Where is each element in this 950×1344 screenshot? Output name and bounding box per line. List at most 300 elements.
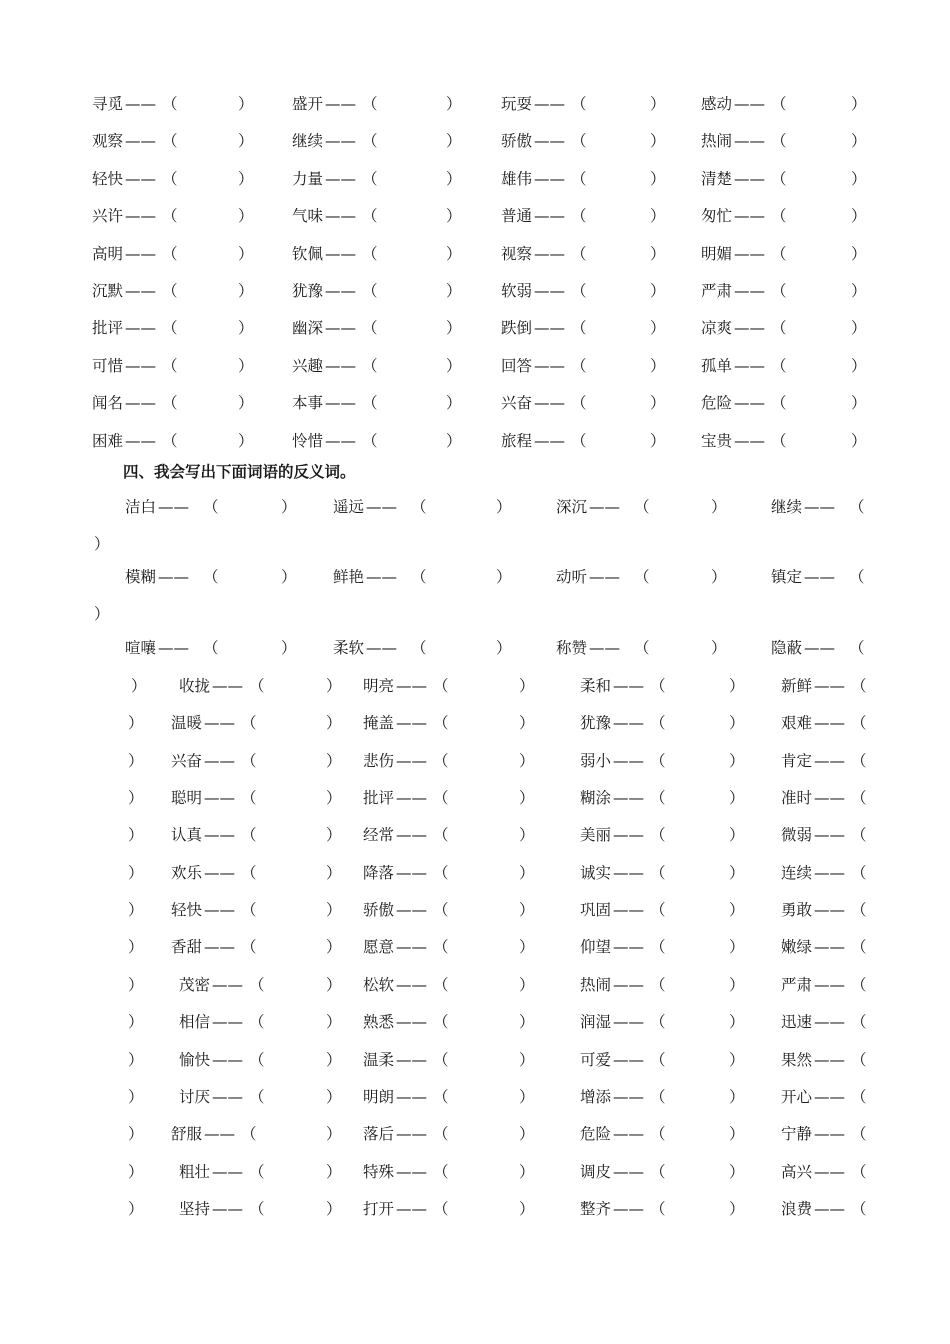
answer-blank-open: （ — [771, 95, 787, 113]
word-row — [0, 898, 950, 922]
answer-blank-close: ） — [238, 244, 254, 263]
word-label: 镇定 — [771, 568, 803, 586]
answer-blank-open: （ — [851, 826, 867, 845]
word-label: 相信 — [179, 1013, 211, 1032]
answer-blank-open: （ — [650, 975, 666, 994]
answer-blank-open: （ — [851, 901, 867, 920]
answer-blank-close: ） — [519, 938, 535, 957]
dash-mark: —— — [325, 394, 356, 413]
dash-mark: —— — [204, 826, 235, 845]
answer-blank-close: ） — [128, 826, 144, 845]
answer-blank-open: （ — [650, 826, 666, 845]
word-label: 观察 — [92, 132, 124, 151]
answer-blank-close: ） — [650, 169, 666, 188]
dash-mark: —— — [814, 1162, 845, 1181]
word-label: 可爱 — [580, 1050, 612, 1069]
answer-blank-close: ） — [128, 751, 144, 770]
answer-blank-open: （ — [650, 714, 666, 733]
dash-mark: —— — [804, 639, 835, 657]
dash-mark: —— — [814, 1050, 845, 1069]
answer-blank-open: （ — [571, 356, 587, 375]
answer-blank-open: （ — [162, 95, 178, 113]
answer-blank-open: （ — [634, 498, 650, 516]
answer-blank-close: ） — [446, 244, 462, 263]
word-label: 高明 — [92, 244, 124, 263]
answer-blank-open: （ — [851, 1162, 867, 1181]
word-label: 遥远 — [333, 498, 365, 516]
dash-mark: —— — [325, 319, 356, 338]
word-row — [0, 1010, 950, 1034]
word-label: 调皮 — [580, 1162, 612, 1181]
word-label: 仰望 — [580, 938, 612, 957]
answer-blank-open: （ — [571, 132, 587, 151]
word-label: 沉默 — [92, 282, 124, 300]
answer-blank-open: （ — [571, 169, 587, 188]
answer-blank-open: （ — [362, 356, 378, 375]
dash-mark: —— — [396, 1125, 427, 1144]
answer-blank-open: （ — [433, 938, 449, 957]
answer-blank-open: （ — [203, 568, 219, 586]
answer-blank-close: ） — [238, 95, 254, 113]
answer-blank-close: ） — [711, 568, 727, 586]
answer-blank-close: ） — [128, 1162, 144, 1181]
word-label: 回答 — [501, 356, 533, 375]
answer-blank-close: ） — [326, 789, 342, 808]
answer-blank-open: （ — [851, 1087, 867, 1106]
answer-blank-close: ） — [326, 826, 342, 845]
answer-blank-close: ） — [326, 677, 342, 695]
dash-mark: —— — [734, 319, 765, 338]
dash-mark: —— — [613, 751, 644, 770]
word-row — [0, 316, 950, 340]
answer-blank-open: （ — [650, 863, 666, 882]
dash-mark: —— — [212, 1162, 243, 1181]
answer-blank-open: （ — [411, 568, 427, 586]
dash-mark: —— — [212, 975, 243, 994]
dash-mark: —— — [804, 498, 835, 516]
answer-blank-close: ） — [128, 1199, 144, 1218]
answer-blank-open: （ — [411, 639, 427, 657]
answer-blank-close: ） — [238, 356, 254, 375]
dash-mark: —— — [396, 1162, 427, 1181]
answer-blank-open: （ — [433, 714, 449, 733]
dash-mark: —— — [734, 244, 765, 263]
answer-blank-close: ） — [519, 975, 535, 994]
dash-mark: —— — [814, 901, 845, 920]
answer-blank-close: ） — [851, 319, 867, 338]
dash-mark: —— — [734, 132, 765, 151]
section-four-heading: 四、我会写出下面词语的反义词。 — [123, 463, 356, 481]
word-label: 兴奋 — [171, 751, 203, 770]
answer-blank-close: ） — [519, 1013, 535, 1032]
answer-blank-open: （ — [433, 751, 449, 770]
word-label: 新鲜 — [781, 677, 813, 695]
answer-blank-open: （ — [433, 863, 449, 882]
dash-mark: —— — [212, 1199, 243, 1218]
dash-mark: —— — [396, 863, 427, 882]
dash-mark: —— — [613, 1162, 644, 1181]
dash-mark: —— — [534, 394, 565, 413]
answer-blank-close: ） — [496, 498, 512, 516]
answer-blank-close: ） — [131, 677, 147, 695]
answer-blank-open: （ — [241, 714, 257, 733]
word-row — [0, 354, 950, 378]
answer-blank-open: （ — [241, 863, 257, 882]
answer-blank-open: （ — [849, 568, 865, 586]
answer-blank-open: （ — [650, 901, 666, 920]
answer-blank-close: ） — [281, 639, 297, 657]
dash-mark: —— — [396, 938, 427, 957]
answer-blank-close: ） — [729, 901, 745, 920]
answer-blank-open: （ — [249, 975, 265, 994]
answer-blank-open: （ — [571, 95, 587, 113]
word-label: 兴许 — [92, 207, 124, 226]
answer-blank-close: ） — [446, 356, 462, 375]
word-label: 悲伤 — [363, 751, 395, 770]
word-row — [0, 1085, 950, 1109]
word-label: 讨厌 — [179, 1087, 211, 1106]
answer-blank-close: ） — [519, 826, 535, 845]
answer-blank-open: （ — [571, 431, 587, 450]
answer-blank-open: （ — [241, 751, 257, 770]
word-row — [0, 279, 950, 303]
answer-blank-close: ） — [326, 1125, 342, 1144]
answer-blank-open: （ — [241, 938, 257, 957]
answer-blank-close: ） — [128, 789, 144, 808]
answer-blank-open: （ — [650, 789, 666, 808]
answer-blank-close: ） — [851, 394, 867, 413]
word-label: 洁白 — [125, 498, 157, 516]
word-label: 柔和 — [580, 677, 612, 695]
answer-blank-close: ） — [519, 677, 535, 695]
dash-mark: —— — [814, 1013, 845, 1032]
dash-mark: —— — [534, 244, 565, 263]
word-label: 批评 — [363, 789, 395, 808]
word-label: 松软 — [363, 975, 395, 994]
answer-blank-close: ） — [650, 207, 666, 226]
word-row — [0, 711, 950, 735]
dash-mark: —— — [814, 938, 845, 957]
answer-blank-open: （ — [650, 1013, 666, 1032]
word-label: 果然 — [781, 1050, 813, 1069]
word-row — [0, 823, 950, 847]
answer-blank-open: （ — [249, 1162, 265, 1181]
dash-mark: —— — [734, 431, 765, 450]
answer-blank-open: （ — [362, 95, 378, 113]
word-label: 打开 — [363, 1199, 395, 1218]
word-label: 润湿 — [580, 1013, 612, 1032]
answer-blank-open: （ — [433, 901, 449, 920]
answer-blank-close: ） — [238, 319, 254, 338]
answer-blank-open: （ — [433, 789, 449, 808]
dash-mark: —— — [204, 1125, 235, 1144]
dash-mark: —— — [814, 1125, 845, 1144]
dash-mark: —— — [366, 498, 397, 516]
dash-mark: —— — [534, 169, 565, 188]
answer-blank-close: ） — [238, 132, 254, 151]
answer-blank-close: ） — [729, 975, 745, 994]
dash-mark: —— — [814, 751, 845, 770]
word-label: 熟悉 — [363, 1013, 395, 1032]
word-label: 温暖 — [171, 714, 203, 733]
word-label: 艰难 — [781, 714, 813, 733]
dash-mark: —— — [613, 901, 644, 920]
word-label: 热闹 — [701, 132, 733, 151]
answer-blank-open: （ — [771, 169, 787, 188]
answer-blank-open: （ — [433, 1199, 449, 1218]
word-label: 坚持 — [179, 1199, 211, 1218]
answer-blank-close: ） — [238, 207, 254, 226]
answer-blank-close: ） — [238, 431, 254, 450]
answer-blank-close: ） — [519, 1125, 535, 1144]
dash-mark: —— — [125, 394, 156, 413]
answer-blank-open: （ — [571, 319, 587, 338]
word-label: 柔软 — [333, 639, 365, 657]
dash-mark: —— — [589, 639, 620, 657]
word-label: 舒服 — [171, 1125, 203, 1144]
answer-blank-open: （ — [771, 132, 787, 151]
answer-blank-close: ） — [446, 132, 462, 151]
word-label: 模糊 — [125, 568, 157, 586]
word-label: 弱小 — [580, 751, 612, 770]
answer-blank-open: （ — [771, 319, 787, 338]
word-row — [0, 129, 950, 153]
answer-blank-close: ） — [851, 244, 867, 263]
answer-blank-close: ） — [128, 975, 144, 994]
answer-blank-close: ） — [851, 431, 867, 450]
word-label: 诚实 — [580, 863, 612, 882]
dash-mark: —— — [814, 714, 845, 733]
dash-mark: —— — [125, 207, 156, 226]
word-label: 幽深 — [292, 319, 324, 338]
dash-mark: —— — [325, 282, 356, 300]
answer-blank-open: （ — [851, 938, 867, 957]
answer-blank-open: （ — [433, 677, 449, 695]
dash-mark: —— — [613, 938, 644, 957]
dash-mark: —— — [613, 789, 644, 808]
word-label: 视察 — [501, 244, 533, 263]
word-label: 愿意 — [363, 938, 395, 957]
word-row — [0, 861, 950, 885]
word-label: 深沉 — [556, 498, 588, 516]
answer-blank-open: （ — [249, 1199, 265, 1218]
answer-blank-open: （ — [634, 568, 650, 586]
answer-blank-open: （ — [650, 1050, 666, 1069]
answer-blank-close: ） — [851, 95, 867, 113]
answer-blank-close: ） — [446, 169, 462, 188]
answer-blank-close: ） — [446, 95, 462, 113]
word-label: 降落 — [363, 863, 395, 882]
answer-blank-close: ） — [281, 568, 297, 586]
dash-mark: —— — [125, 319, 156, 338]
answer-blank-open: （ — [249, 1013, 265, 1032]
answer-blank-close: ） — [711, 639, 727, 657]
wrapped-close-row — [0, 532, 950, 556]
answer-blank-open: （ — [433, 1125, 449, 1144]
dash-mark: —— — [396, 751, 427, 770]
answer-blank-open: （ — [241, 1125, 257, 1144]
word-label: 骄傲 — [363, 901, 395, 920]
answer-blank-close: ） — [851, 282, 867, 300]
answer-blank-open: （ — [851, 751, 867, 770]
answer-blank-close: ） — [519, 789, 535, 808]
answer-blank-open: （ — [162, 431, 178, 450]
word-row — [0, 565, 950, 589]
dash-mark: —— — [734, 356, 765, 375]
dash-mark: —— — [613, 1087, 644, 1106]
answer-blank-close: ） — [729, 1162, 745, 1181]
word-label: 气味 — [292, 207, 324, 226]
answer-blank-close: ） — [128, 901, 144, 920]
word-label: 鲜艳 — [333, 568, 365, 586]
answer-blank-open: （ — [241, 826, 257, 845]
dash-mark: —— — [396, 1199, 427, 1218]
answer-blank-open: （ — [634, 639, 650, 657]
answer-blank-open: （ — [650, 751, 666, 770]
dash-mark: —— — [325, 207, 356, 226]
answer-blank-close: ） — [729, 826, 745, 845]
dash-mark: —— — [325, 169, 356, 188]
word-row — [0, 749, 950, 773]
dash-mark: —— — [814, 1087, 845, 1106]
answer-blank-close: ） — [128, 938, 144, 957]
word-label: 特殊 — [363, 1162, 395, 1181]
answer-blank-close: ） — [326, 1013, 342, 1032]
answer-blank-close: ） — [650, 431, 666, 450]
word-label: 宝贵 — [701, 431, 733, 450]
answer-blank-open: （ — [162, 319, 178, 338]
answer-blank-close: ） — [650, 356, 666, 375]
answer-blank-close: ） — [519, 714, 535, 733]
word-label: 严肃 — [701, 282, 733, 300]
word-label: 继续 — [771, 498, 803, 516]
answer-blank-close: ） — [519, 901, 535, 920]
answer-blank-close: ） — [238, 282, 254, 300]
dash-mark: —— — [613, 677, 644, 695]
answer-blank-close: ） — [326, 751, 342, 770]
dash-mark: —— — [396, 714, 427, 733]
word-label: 聪明 — [171, 789, 203, 808]
word-label: 轻快 — [171, 901, 203, 920]
dash-mark: —— — [212, 1087, 243, 1106]
answer-blank-open: （ — [771, 394, 787, 413]
answer-blank-open: （ — [433, 975, 449, 994]
dash-mark: —— — [396, 1050, 427, 1069]
word-label: 兴趣 — [292, 356, 324, 375]
answer-blank-close: ） — [519, 751, 535, 770]
word-label: 危险 — [580, 1125, 612, 1144]
answer-blank-open: （ — [771, 207, 787, 226]
answer-blank-open: （ — [571, 207, 587, 226]
answer-blank-open: （ — [851, 1199, 867, 1218]
word-label: 整齐 — [580, 1199, 612, 1218]
answer-blank-close: ） — [128, 1013, 144, 1032]
word-label: 力量 — [292, 169, 324, 188]
word-label: 兴奋 — [501, 394, 533, 413]
word-label: 普通 — [501, 207, 533, 226]
dash-mark: —— — [613, 1013, 644, 1032]
answer-blank-open: （ — [203, 498, 219, 516]
word-row — [0, 674, 950, 698]
word-label: 开心 — [781, 1087, 813, 1106]
answer-blank-open: （ — [162, 207, 178, 226]
dash-mark: —— — [125, 132, 156, 151]
dash-mark: —— — [125, 244, 156, 263]
word-label: 落后 — [363, 1125, 395, 1144]
word-label: 清楚 — [701, 169, 733, 188]
dash-mark: —— — [204, 901, 235, 920]
dash-mark: —— — [613, 1125, 644, 1144]
dash-mark: —— — [534, 207, 565, 226]
answer-blank-open: （ — [162, 282, 178, 300]
answer-blank-open: （ — [433, 1087, 449, 1106]
word-label: 香甜 — [171, 938, 203, 957]
word-row — [0, 973, 950, 997]
answer-blank-open: （ — [362, 244, 378, 263]
word-label: 微弱 — [781, 826, 813, 845]
dash-mark: —— — [204, 751, 235, 770]
dash-mark: —— — [734, 169, 765, 188]
answer-blank-close: ） — [496, 639, 512, 657]
dash-mark: —— — [125, 95, 156, 113]
dash-mark: —— — [212, 677, 243, 695]
dash-mark: —— — [534, 282, 565, 300]
word-label: 欢乐 — [171, 863, 203, 882]
dash-mark: —— — [613, 975, 644, 994]
word-row — [0, 167, 950, 191]
dash-mark: —— — [734, 207, 765, 226]
answer-blank-close: ） — [851, 356, 867, 375]
dash-mark: —— — [366, 639, 397, 657]
word-row — [0, 935, 950, 959]
answer-blank-open: （ — [241, 789, 257, 808]
answer-blank-close: ） — [446, 319, 462, 338]
answer-blank-close: ） — [851, 132, 867, 151]
answer-blank-close: ） — [94, 605, 110, 623]
word-row — [0, 429, 950, 453]
answer-blank-close: ） — [650, 132, 666, 151]
word-label: 认真 — [171, 826, 203, 845]
word-label: 犹豫 — [292, 282, 324, 300]
answer-blank-close: ） — [519, 1050, 535, 1069]
answer-blank-close: ） — [519, 1162, 535, 1181]
word-label: 嫩绿 — [781, 938, 813, 957]
word-label: 旅程 — [501, 431, 533, 450]
word-label: 骄傲 — [501, 132, 533, 151]
dash-mark: —— — [325, 356, 356, 375]
answer-blank-open: （ — [571, 394, 587, 413]
dash-mark: —— — [534, 356, 565, 375]
word-label: 明媚 — [701, 244, 733, 263]
dash-mark: —— — [814, 789, 845, 808]
answer-blank-open: （ — [433, 826, 449, 845]
answer-blank-open: （ — [362, 132, 378, 151]
answer-blank-close: ） — [650, 95, 666, 113]
answer-blank-close: ） — [729, 1050, 745, 1069]
answer-blank-open: （ — [362, 431, 378, 450]
dash-mark: —— — [325, 132, 356, 151]
answer-blank-close: ） — [326, 863, 342, 882]
answer-blank-close: ） — [729, 789, 745, 808]
answer-blank-open: （ — [411, 498, 427, 516]
word-label: 严肃 — [781, 975, 813, 994]
dash-mark: —— — [204, 789, 235, 808]
answer-blank-open: （ — [162, 394, 178, 413]
answer-blank-close: ） — [128, 1125, 144, 1144]
answer-blank-close: ） — [729, 863, 745, 882]
dash-mark: —— — [325, 244, 356, 263]
answer-blank-close: ） — [326, 901, 342, 920]
